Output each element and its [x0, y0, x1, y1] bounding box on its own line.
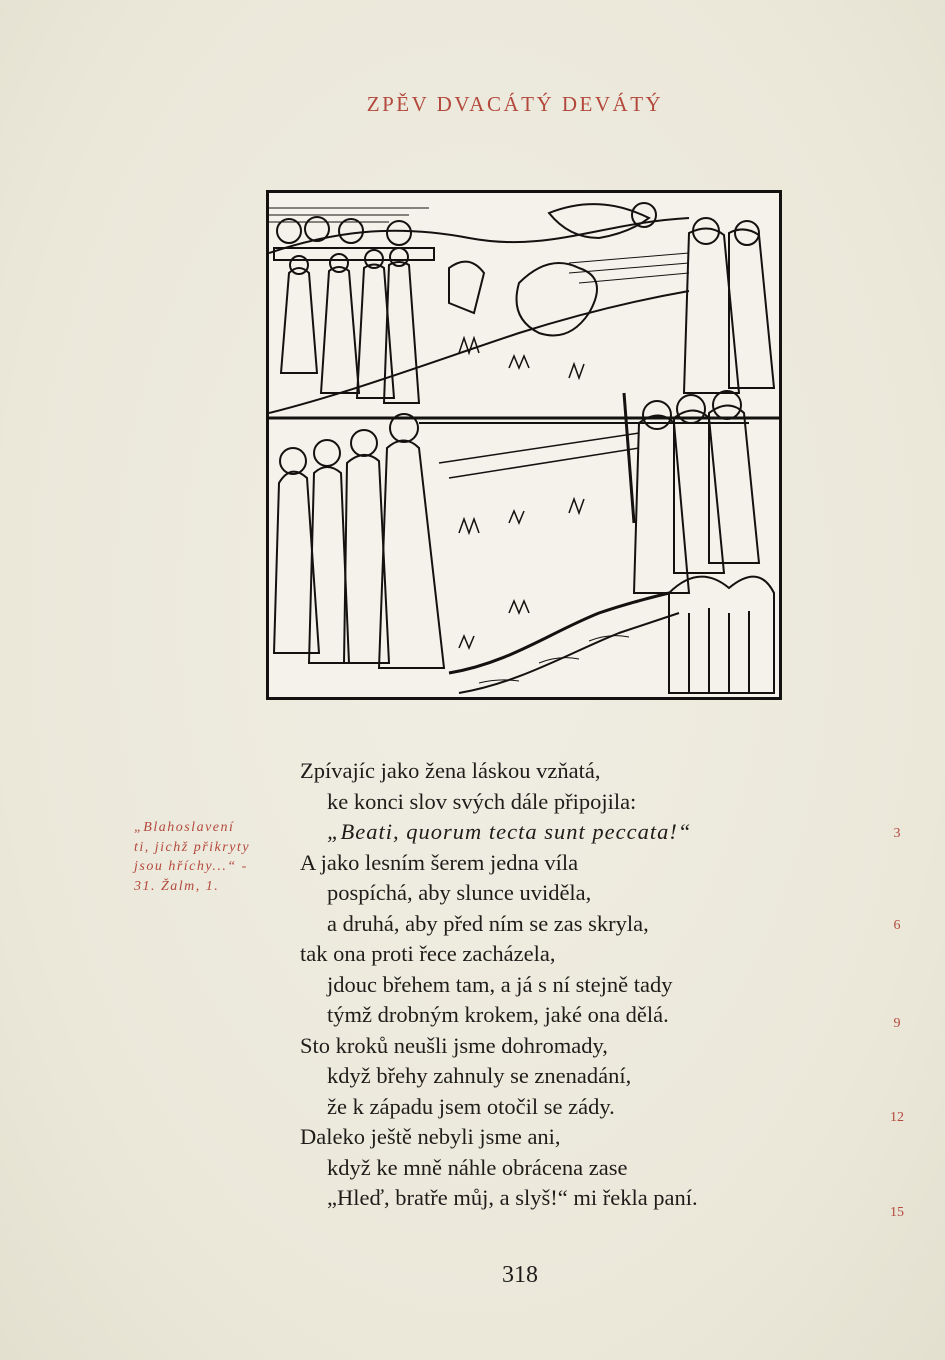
verse-line: ke konci slov svých dále připojila: — [327, 788, 637, 814]
poem-text — [300, 756, 820, 1214]
verse-line: když břehy zahnuly se znenadání, — [327, 1063, 632, 1088]
verse-line: jdouc břehem tam, a já s ní stejně tady — [327, 971, 673, 997]
margin-note-line: 31. Žalm, 1. — [134, 878, 220, 894]
line-number: 3 — [893, 826, 901, 841]
verse-line: a druhá, aby před ním se zas skryla, — [327, 910, 649, 936]
verse-line: týmž drobným krokem, jaké ona dělá. — [327, 1002, 669, 1027]
verse-line: Daleko ještě nebyli jsme ani, — [300, 1124, 561, 1149]
verse-line: A jako lesním šerem jedna víla — [300, 849, 579, 875]
verse-line: Sto kroků neušli jsme dohromady, — [300, 1032, 608, 1058]
line-number: 15 — [890, 1205, 904, 1220]
verse-line-latin: „Beati, quorum tecta sunt peccata!“ — [327, 819, 692, 844]
margin-note-line: „Blahoslavení — [134, 820, 235, 835]
verse-line: tak ona proti řece zacházela, — [300, 941, 556, 966]
verse-line: pospíchá, aby slunce uviděla, — [327, 880, 592, 905]
line-number: 6 — [893, 918, 901, 933]
canto-heading: ZPĚV DVACÁTÝ DEVÁTÝ — [366, 92, 664, 116]
verse-line: když ke mně náhle obrácena zase — [327, 1154, 628, 1180]
margin-note — [134, 818, 284, 896]
page-number: 318 — [502, 1262, 538, 1288]
verse-line: že k západu jsem otočil se zády. — [327, 1093, 615, 1119]
woodcut-illustration — [266, 190, 782, 700]
line-number: 12 — [890, 1110, 904, 1125]
verse-line: Zpívajíc jako žena láskou vzňatá, — [300, 758, 601, 783]
line-number: 9 — [893, 1016, 901, 1031]
verse-line: „Hleď, bratře můj, a slyš!“ mi řekla paní. — [327, 1185, 698, 1210]
margin-note-line: jsou hříchy...“ - — [134, 859, 248, 874]
margin-note-line: ti, jichž přikryty — [134, 839, 251, 855]
